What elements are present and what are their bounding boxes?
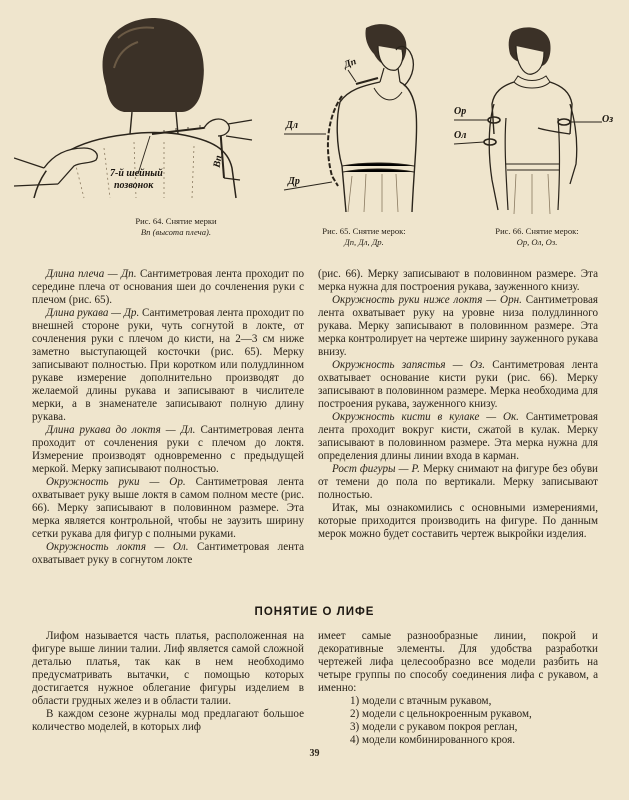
figure-66-caption (462, 226, 612, 247)
bottom-left-column (32, 630, 304, 734)
list-item: 2) модели с цельнокроенным рукавом, (350, 708, 532, 720)
paragraph-shoulder-length (32, 268, 304, 307)
term: Окружность локтя — Ол. (46, 541, 189, 553)
bodice-groups-list (318, 695, 598, 747)
fig65-label-dl: Дл (286, 120, 298, 131)
paragraph-text: Сантиметровая лента проходит вокруг кисти, сжатой в кулак. Мерку записывают в половинном размере. Эта мерка нужна для определения длины линии входа в карман. (318, 411, 598, 462)
figure-64 (14, 8, 254, 208)
figure-66 (452, 24, 622, 219)
term: Окружность кисти в кулаке — Ок. (332, 411, 519, 423)
paragraph-summary (318, 502, 598, 541)
term: Окружность руки ниже локтя — Орн. (332, 294, 522, 306)
page-number: 39 (309, 748, 320, 759)
paragraph-text: Сантиметровая лента охватывает основание кисти руки (рис. 66). Мерку записывают в половинном размере. Мерка необходима для построения рукава, зауженного книзу. (318, 359, 598, 410)
paragraph-text: Сантиметровая лента проходит от сочленения руки с плечом до локтя. Измерение производят одновременно с предыдущей меркой. Мерку записывают полностью. (32, 424, 304, 475)
paragraph-arm-below-elbow (318, 294, 598, 359)
figure-66-illustration (452, 24, 622, 219)
left-column (32, 268, 304, 567)
paragraph-bodice-definition: Лифом называется часть платья, расположенная на фигуре выше линии талии. Лиф является самой сложной деталью платья, так как в нем необходимо предусматривать вытачки, с помощью которых достигается нужное облегание фигуры изделием в области грудных желез и в области талии. (32, 630, 304, 707)
figure-65-caption-line2: Дп, Дл, Др. (344, 236, 384, 247)
paragraph-arm-circumference (32, 476, 304, 541)
figure-64-caption-line2: Вп (высота плеча). (140, 226, 212, 237)
paragraph-text: Сантиметровая лента охватывает руку на уровне низа полудлинного рукава. Мерку записывают в половинном размере. Эта мерка контролирует на чертеже ширину зауженного рукава внизу. (318, 294, 598, 358)
list-item: 3) модели с рукавом покроя реглан, (350, 721, 518, 733)
paragraph-text: Сантиметровая лента проходит по внешней стороне руки, чуть согнутой в локте, от сочленения руки с плечом до кисти, на 2—3 см ниже заметно выступающей косточки (рис. 65). Мерку записывают полностью. При коротком или полудлинном рукаве измерение дополнительно производят до желаемой длины рукава и записывают в числителе мерки, а в знаменателе записывают полную длину рукава. (32, 307, 304, 423)
paragraph-text: Сантиметровая лента проходит по середине плеча от основания шеи до сочленения руки с плечом (рис. 65). (32, 268, 304, 306)
term: Рост фигуры — Р. (332, 463, 420, 475)
figure-65-illustration (282, 16, 442, 216)
paragraph-fist (318, 411, 598, 463)
fig64-label-vp: Вп (211, 154, 225, 169)
paragraph-fashion-magazines: В каждом сезоне журналы мод предлагают большое количество моделей, в которых лиф (32, 708, 304, 733)
paragraph-sleeve-length (32, 307, 304, 424)
fig66-label-or: Ор (454, 106, 467, 117)
figure-66-caption-line2: Ор, Ол, Оз. (516, 236, 558, 247)
paragraph-text: Мерку снимают на фигуре без обуви от темени до пола по вертикали. Мерку записывают полностью. (318, 463, 598, 501)
paragraph-sleeve-to-elbow (32, 424, 304, 476)
paragraph-bodice-groups: имеет самые разнообразные линии, покрой и декоративные элементы. Для удобства разработки чертежей лифа целесообразно все модели разбить на четыре группы по способу соединения лифа с рукавом, а именно: (318, 630, 598, 694)
figure-65 (282, 16, 442, 216)
fig66-label-oz: Оз (602, 114, 614, 125)
paragraph-text: (рис. 66). Мерку записывают в половинном размере. Эта мерка нужна для построения рукава, зауженного книзу. (318, 268, 598, 293)
paragraph-continuation (318, 268, 598, 294)
paragraph-text: Сантиметровая лента охватывает руку в согнутом локте (32, 541, 304, 566)
fig65-label-dp: Дп (342, 56, 358, 71)
paragraph-height (318, 463, 598, 502)
term: Длина рукава до локтя — Дл. (46, 424, 196, 436)
right-column (318, 268, 598, 541)
term: Длина рукава — Др. (46, 307, 140, 319)
paragraph-elbow-circumference (32, 541, 304, 567)
term: Окружность запястья — Оз. (332, 359, 486, 371)
fig65-label-dr: Др (288, 176, 300, 187)
figure-65-caption-line1: Рис. 65. Снятие мерок: (322, 226, 406, 236)
bottom-right-column (318, 630, 598, 747)
list-item: 4) модели комбинированного кроя. (350, 734, 515, 746)
fig64-label-vertebra-2: позвонок (114, 180, 154, 191)
section-heading: ПОНЯТИЕ О ЛИФЕ (254, 606, 375, 618)
list-item: 1) модели с втачным рукавом, (350, 695, 492, 707)
figure-65-caption (300, 226, 428, 247)
fig66-label-ol: Ол (454, 130, 467, 141)
paragraph-text: Сантиметровая лента охватывает руку выше локтя в самом полном месте (рис. 66). Мерку записывают в половинном размере. Эта мерка является контрольной, чтобы не заузить ширину сетки рукава для фигур с полными руками. (32, 476, 304, 540)
figure-66-caption-line1: Рис. 66. Снятие мерок: (495, 226, 579, 236)
paragraph-wrist (318, 359, 598, 411)
fig64-label-vertebra-1: 7-й шейный (110, 168, 163, 179)
figure-64-caption (106, 216, 246, 237)
term: Окружность руки — Ор. (46, 476, 186, 488)
paragraph-text: Итак, мы ознакомились с основными измерениями, которые приходится производить на фигуре. По данным мерок можно будет составить чертеж выкройки изделия. (318, 502, 598, 540)
figure-64-caption-line1: Рис. 64. Снятие мерки (135, 216, 217, 226)
term: Длина плеча — Дп. (46, 268, 137, 280)
